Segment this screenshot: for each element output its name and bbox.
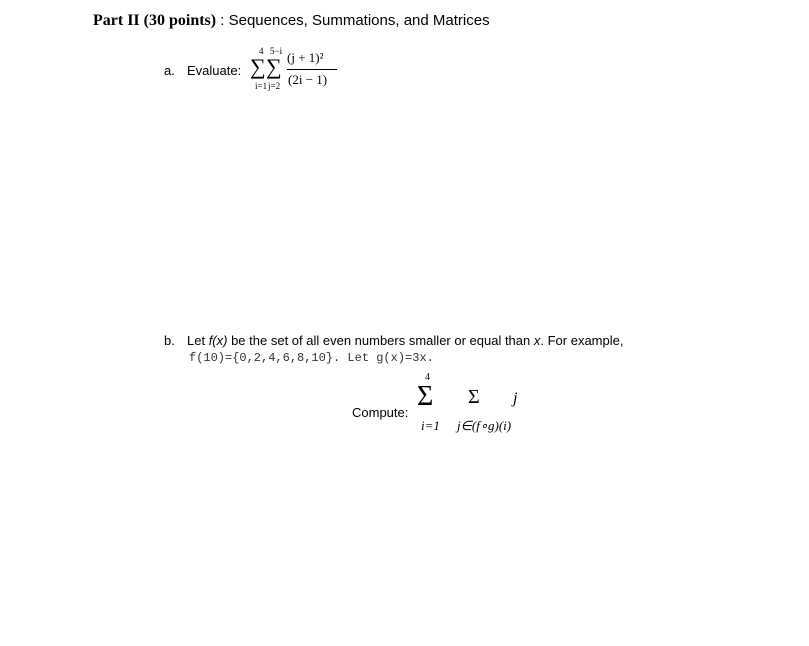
compute-label: Compute: — [352, 405, 409, 420]
part-a-prompt: Evaluate: — [187, 63, 242, 78]
statement-middle: be the set of all even numbers smaller or equal than — [227, 333, 534, 348]
statement-end: . For example, — [540, 333, 624, 348]
inner-sum-upper-limit: 5−i — [270, 46, 283, 56]
compute-upper-limit: 4 — [425, 372, 430, 383]
fraction-bar — [287, 69, 337, 70]
statement-fx: f(x) — [208, 333, 228, 348]
part-b-statement — [187, 333, 623, 348]
part-b-example-line: f(10)={0,2,4,6,8,10}. Let g(x)=3x. — [189, 351, 434, 365]
outer-sigma-symbol: ∑ — [250, 54, 266, 79]
compute-inner-lower-limit: j∈(f∘g)(i) — [457, 418, 512, 433]
inner-sigma-symbol: ∑ — [266, 54, 282, 79]
compute-outer-lower-limit: i=1 — [421, 418, 440, 433]
part-title-subtitle: : Sequences, Summations, and Matrices — [216, 12, 490, 29]
part-title-bold: Part II (30 points) — [93, 12, 217, 29]
compute-outer-sigma: Σ — [417, 381, 434, 412]
statement-let: Let — [187, 333, 209, 348]
compute-summand: j — [513, 390, 518, 407]
outer-sum-lower-limit: i=1 — [255, 81, 268, 91]
compute-inner-sigma: Σ — [468, 386, 480, 408]
part-a-label: a. — [164, 63, 175, 78]
fraction-denominator: (2i − 1) — [288, 72, 328, 87]
part-title — [93, 12, 490, 30]
fraction-numerator: (j + 1)² — [287, 50, 324, 65]
part-b-label: b. — [164, 333, 175, 348]
statement-x: x — [533, 333, 541, 348]
inner-sum-lower-limit: j=2 — [268, 81, 281, 91]
outer-sum-upper-limit: 4 — [259, 46, 264, 56]
